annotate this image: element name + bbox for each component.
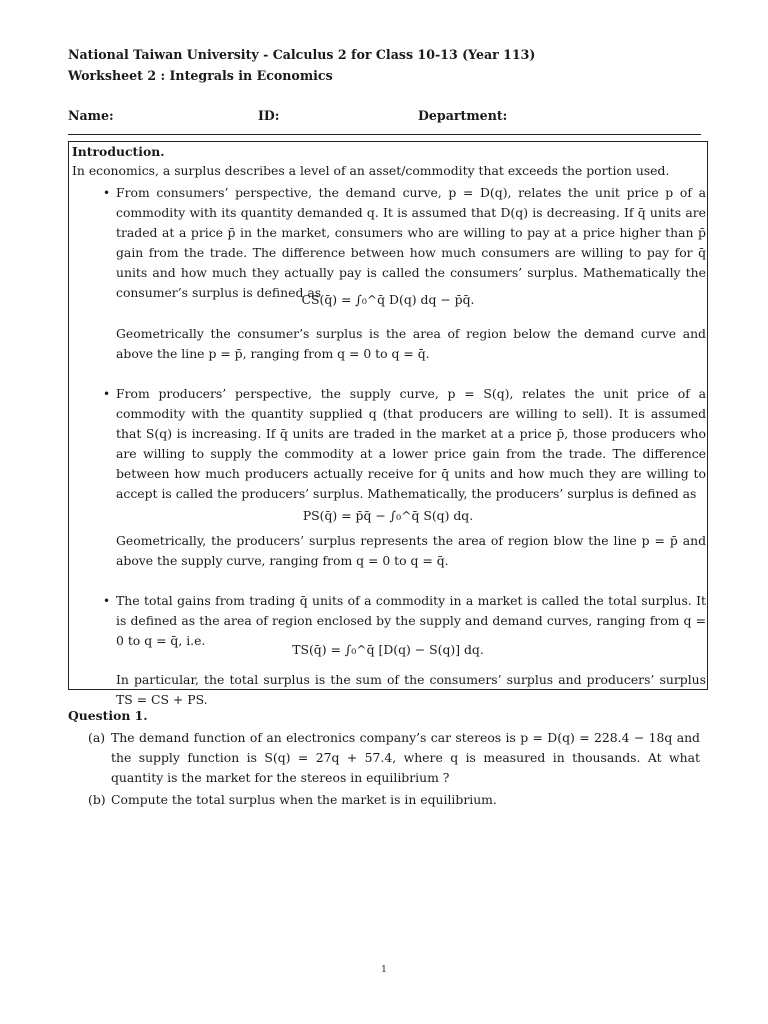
introduction-box [68, 141, 708, 707]
department-label: Department: [418, 108, 508, 123]
question-1-title: Question 1. [68, 708, 148, 723]
page-number: 1 [381, 965, 387, 975]
total-surplus-equation: TS(q̄) = ∫₀^q̄ [D(q) − S(q)] dq. [292, 642, 484, 657]
id-label: ID: [258, 108, 280, 123]
consumers-surplus-geometry: Geometrically the consumer’s surplus is the area of region below the demand curve and above the line p = p̄, ranging from q = 0 to q = q̄. [116, 326, 706, 361]
introduction-text: In economics, a surplus describes a level of an asset/commodity that exceeds the portion used. [72, 163, 670, 178]
bullet-icon: • [103, 387, 111, 401]
bullet-icon: • [103, 594, 111, 608]
producers-surplus-geometry: Geometrically, the producers’ surplus represents the area of region blow the line p = p̄ and above the supply curve, ranging from q = 0 to q = q̄. [116, 533, 706, 568]
question-1a-label: (a) [88, 730, 106, 745]
student-fields [68, 106, 700, 126]
introduction-title: Introduction. [72, 144, 165, 159]
question-1a-text: The demand function of an electronics company’s car stereos is p = D(q) = 228.4 − 18q and the supply function is S(q) = 27q + 57.4, where q is measured in thousands. At what quantity is the market for the stereos in equilibrium ? [111, 730, 700, 785]
header-divider [68, 134, 701, 135]
producers-surplus-equation: PS(q̄) = p̄q̄ − ∫₀^q̄ S(q) dq. [302, 508, 474, 523]
total-surplus-relation: In particular, the total surplus is the sum of the consumers’ surplus and producers’ surplus TS = CS + PS. [116, 672, 706, 707]
course-title: National Taiwan University - Calculus 2 for Class 10-13 (Year 113) [68, 47, 536, 62]
producers-surplus-text: From producers’ perspective, the supply curve, p = S(q), relates the unit price of a commodity with the quantity supplied q (that producers are willing to sell). It is assumed that S(q) is increasing. If q̄ units are traded in the market at a price p̄, those producers who are willing to supply the commodity at a lower price gain from the trade. The difference between how much producers actually receive for q̄ units and how much they are willing to accept is called the producers’ surplus. Mathematically, the producers’ surplus is defined as [116, 386, 706, 501]
total-surplus-text: The total gains from trading q̄ units of a commodity in a market is called the total surplus. It is defined as the area of region enclosed by the supply and demand curves, ranging from q = 0 to q = q̄, i.e. [116, 593, 706, 648]
consumers-surplus-text: From consumers’ perspective, the demand curve, p = D(q), relates the unit price p of a commodity with its quantity demanded q. It is assumed that D(q) is decreasing. If q̄ units are traded at a price p̄ in the market, consumers who are willing to pay at a price higher than p̄ gain from the trade. The difference between how much consumers are willing to pay for q̄ units and how much they actually pay is called the consumers’ surplus. Mathematically the consumer’s surplus is defined as [116, 185, 706, 300]
worksheet-title: Worksheet 2 : Integrals in Economics [68, 68, 333, 83]
consumers-surplus-equation: CS(q̄) = ∫₀^q̄ D(q) dq − p̄q̄. [301, 292, 475, 307]
question-1b-text: Compute the total surplus when the market is in equilibrium. [111, 792, 497, 807]
bullet-icon: • [103, 186, 111, 200]
name-label: Name: [68, 108, 114, 123]
question-1b-label: (b) [88, 792, 106, 807]
